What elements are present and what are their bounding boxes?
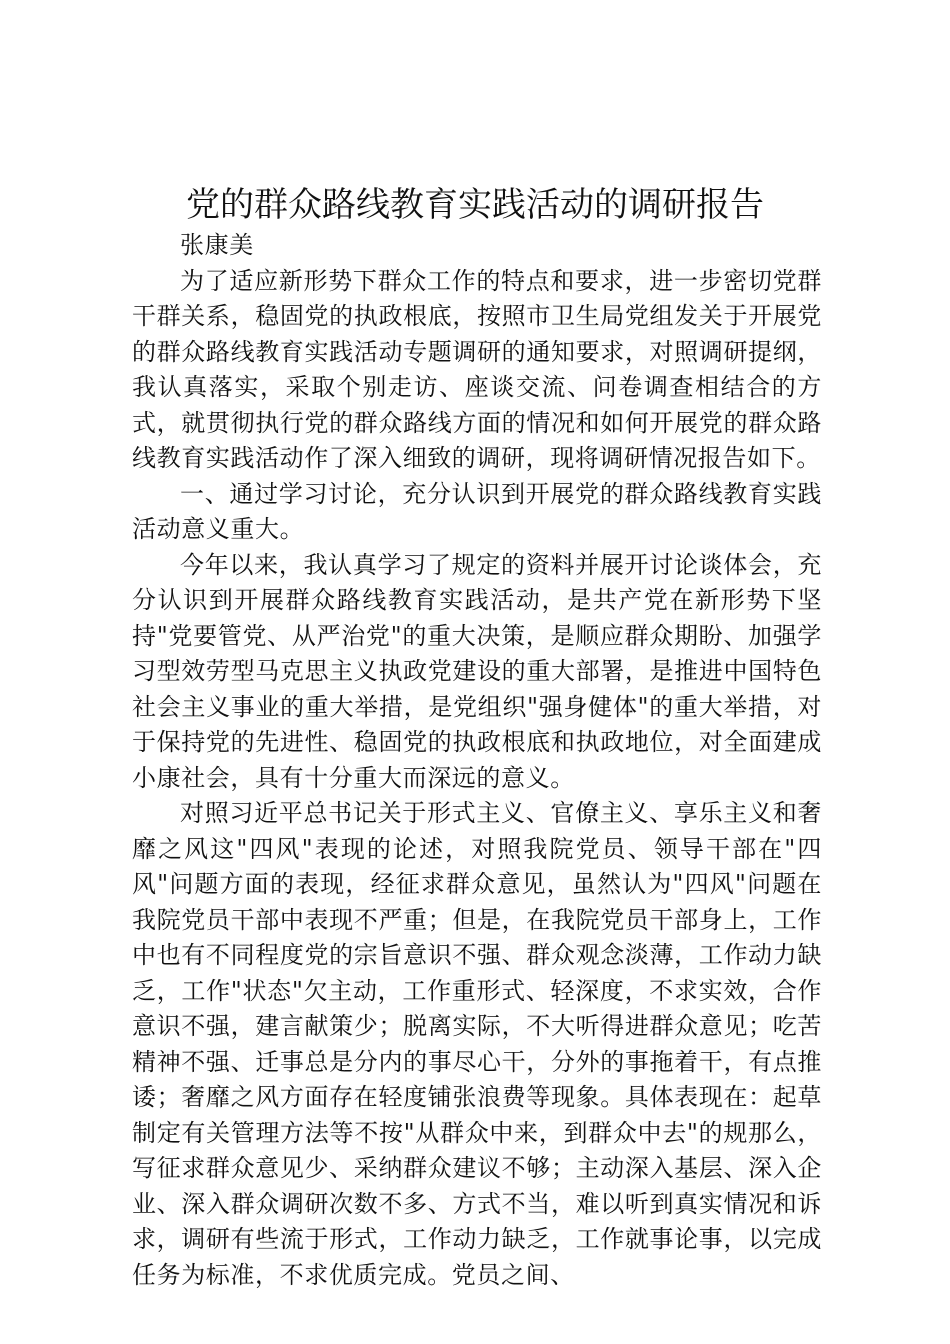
paragraph-section-heading: 一、通过学习讨论，充分认识到开展党的群众路线教育实践活动意义重大。: [132, 479, 822, 543]
paragraph-significance: 今年以来，我认真学习了规定的资料并展开讨论谈体会，充分认识到开展群众路线教育实践活动，是共产党在新形势下坚持"党要管党、从严治党"的重大决策，是顺应群众期盼、加强学习型效劳型马克思主义执政党建设的重大部署，是推进中国特色社会主义事业的重大举措，是党组织"强身健体"的重大举措，对于保持党的先进性、稳固党的执政根底和执政地位，对全面建成小康社会，具有十分重大而深远的意义。: [132, 550, 822, 792]
paragraph-intro: 为了适应新形势下群众工作的特点和要求，进一步密切党群干群关系，稳固党的执政根底，按照市卫生局党组发关于开展党的群众路线教育实践活动专题调研的通知要求，对照调研提纲，我认真落实，采取个别走访、座谈交流、问卷调查相结合的方式，就贯彻执行党的群众路线方面的情况和如何开展党的群众路线教育实践活动作了深入细致的调研，现将调研情况报告如下。: [132, 266, 822, 472]
document-body: [132, 228, 822, 1293]
author-name: 张康美: [180, 231, 254, 259]
document-title: 党的群众路线教育实践活动的调研报告: [186, 185, 764, 225]
paragraph-four-styles: 对照习近平总书记关于形式主义、官僚主义、享乐主义和奢靡之风这"四风"表现的论述，对照我院党员、领导干部在"四风"问题方面的表现，经征求群众意见，虽然认为"四风"问题在我院党员干部中表现不严重；但是，在我院党员干部身上，工作中也有不同程度党的宗旨意识不强、群众观念淡薄，工作动力缺乏，工作"状态"欠主动，工作重形式、轻深度，不求实效，合作意识不强，建言献策少；脱离实际，不大听得进群众意见；吃苦精神不强、迁事总是分内的事尽心干，分外的事拖着干，有点推诿；奢靡之风方面存在轻度铺张浪费等现象。具体表现在：起草制定有关管理方法等不按"从群众中来，到群众中去"的规那么，写征求群众意见少、采纳群众建议不够；主动深入基层、深入企业、深入群众调研次数不多、方式不当，难以听到真实情况和诉求，调研有些流于形式，工作动力缺乏，工作就事论事，以完成任务为标准，不求优质完成。党员之间、: [132, 799, 822, 1289]
